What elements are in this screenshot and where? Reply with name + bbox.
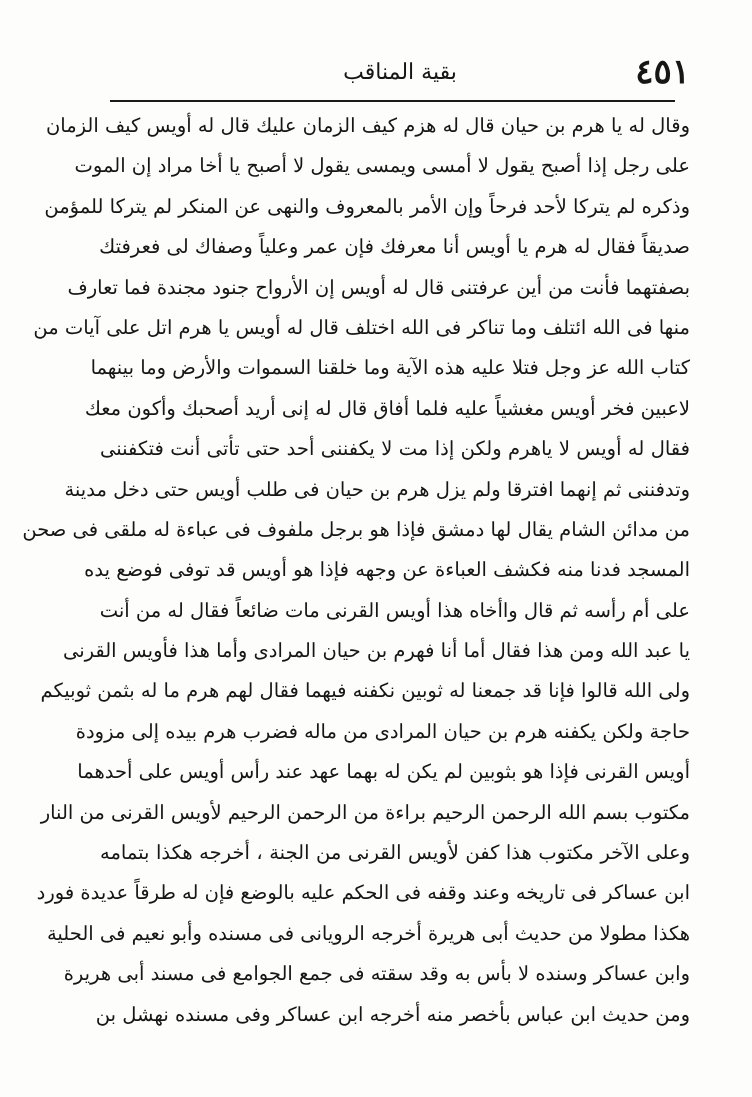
text-line: هكذا مطولا من حديث أبى هريرة أخرجه الرويانى فى مسنده وأبو نعيم فى الحلية <box>46 921 690 945</box>
body-text <box>22 106 690 1035</box>
text-line: منها فى الله ائتلف وما تناكر فى الله اختلف قال له أويس يا هرم اتل على آيات من <box>33 315 690 339</box>
text-line: على رجل إذا أصبح يقول لا أمسى ويمسى يقول لا أصبح يا أخا مراد إن الموت <box>74 154 690 178</box>
text-line: على أم رأسه ثم قال واأخاه هذا أويس القرنى مات ضائعاً فقال له من أنت <box>99 598 690 622</box>
header-divider <box>110 100 675 102</box>
page-number: ٤٥١ <box>635 52 690 92</box>
text-line: وعلى الآخر مكتوب هذا كفن لأويس القرنى من الجنة ، أخرجه هكذا بتمامه <box>100 841 690 865</box>
text-line: يا عبد الله ومن هذا فقال أما أنا فهرم بن حيان المرادى وأما هذا فأويس القرنى <box>62 639 690 663</box>
text-line: كتاب الله عز وجل فتلا عليه هذه الآية وما خلقنا السموات والأرض وما بينهما <box>90 356 690 380</box>
text-line: مكتوب بسم الله الرحمن الرحيم براءة من الرحمن الرحيم لأويس القرنى من النار <box>40 800 690 824</box>
text-line: المسجد فدنا منه فكشف العباءة عن وجهه فإذا هو أويس قد توفى فوضع يده <box>84 558 690 582</box>
text-line: بصفتهما فأنت من أين عرفتنى قال له أويس إن الأرواح جنود مجندة فما تعارف <box>67 275 690 299</box>
text-line: وذكره لم يتركا لأحد فرحاً وإن الأمر بالمعروف والنهى عن المنكر لم يتركا للمؤمن <box>44 194 690 218</box>
text-line: صديقاً فقال له هرم يا أويس أنا معرفك فإن عمر وعلياً وصفاك لى فعرفتك <box>99 235 690 259</box>
running-title: بقية المناقب <box>343 60 457 85</box>
page-header <box>110 48 690 98</box>
text-line: ومن حديث ابن عباس بأخصر منه أخرجه ابن عساكر وفى مسنده نهشل بن <box>95 1002 690 1026</box>
text-line: أويس القرنى فإذا هو بثوبين لم يكن له بهما عهد عند رأس أويس على أحدهما <box>77 760 690 784</box>
text-line: ولى الله قالوا فإنا قد جمعنا له ثوبين نكفنه فيهما فقال لهم هرم ما له بثمن ثوبيكم <box>40 679 690 703</box>
text-line: من مدائن الشام يقال لها دمشق فإذا هو برجل ملفوف فى عباءة له ملقى فى صحن <box>22 517 690 541</box>
text-line: لاعبين فخر أويس مغشياً عليه فلما أفاق قال له إنى أريد أصحبك وأكون معك <box>84 396 690 420</box>
text-line: حاجة ولكن يكفنه هرم بن حيان المرادى من ماله فضرب هرم بيده إلى مزودة <box>75 719 690 743</box>
text-line: وقال له يا هرم بن حيان قال له هزم كيف الزمان عليك قال له أويس كيف الزمان <box>45 114 690 137</box>
text-line: وتدفننى ثم إنهما افترقا ولم يزل هرم بن حيان فى طلب أويس حتى دخل مدينة <box>64 477 690 501</box>
text-line: ابن عساكر فى تاريخه وعند وقفه فى الحكم عليه بالوضع فإن له طرقاً عديدة فورد <box>36 881 690 905</box>
text-line: فقال له أويس لا ياهرم ولكن إذا مت لا يكفننى أحد حتى تأتى أنت فتكفننى <box>100 437 690 461</box>
text-line: وابن عساكر وسنده لا بأس به وقد سقته فى جمع الجوامع فى مسند أبى هريرة <box>63 962 690 986</box>
